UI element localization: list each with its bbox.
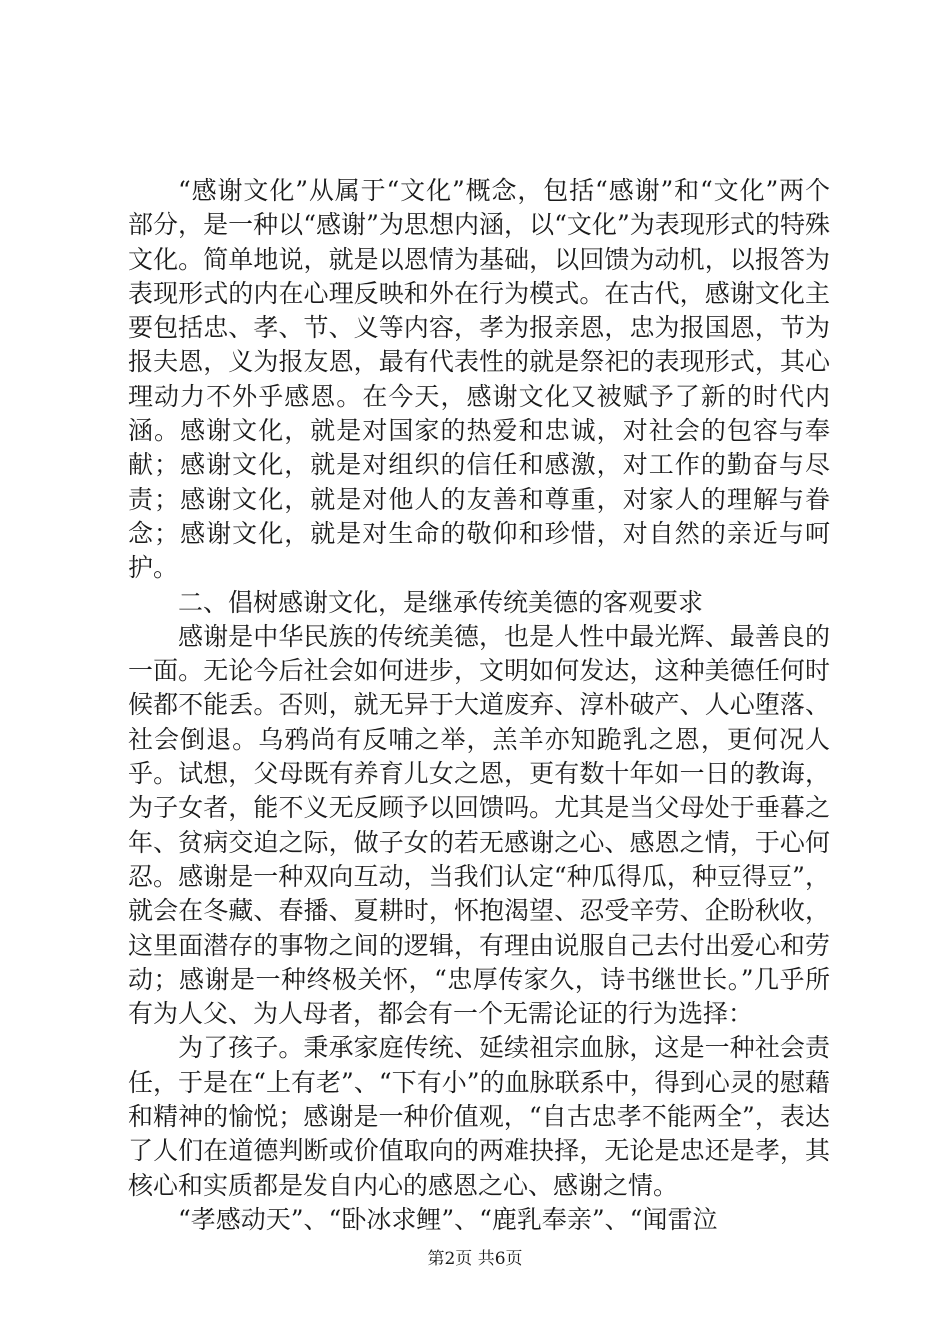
document-body: [128, 174, 830, 1237]
paragraph-traditional-virtue: 感谢是中华民族的传统美德，也是人性中最光辉、最善良的一面。无论今后社会如何进步，文明如何发达，这种美德任何时候都不能丢。否则，就无异于大道废弃、淳朴破产、人心堕落、社会倒退。乌鸦尚有反哺之举，羔羊亦知跪乳之恩，更何况人乎。试想，父母既有养育儿女之恩，更有数十年如一日的教诲，为子女者，能不义无反顾予以回馈吗。尤其是当父母处于垂暮之年、贫病交迫之际，做子女的若无感谢之心、感恩之情，于心何忍。感谢是一种双向互动，当我们认定“种瓜得瓜，种豆得豆”，就会在冬藏、春播、夏耕时，怀抱渴望、忍受辛劳、企盼秋收，这里面潜存的事物之间的逻辑，有理由说服自己去付出爱心和劳动；感谢是一种终极关怀，“忠厚传家久，诗书继世长。”几乎所有为人父、为人母者，都会有一个无需论证的行为选择：: [128, 621, 830, 1029]
paragraph-for-children: 为了孩子。秉承家庭传统、延续祖宗血脉，这是一种社会责任，于是在“上有老”、“下有小”的血脉联系中，得到心灵的慰藉和精神的愉悦；感谢是一种价值观，“自古忠孝不能两全”，表达了人们在道德判断或价值取向的两难抉择，无论是忠还是孝，其核心和实质都是发自内心的感恩之心、感谢之情。: [128, 1033, 830, 1200]
page-footer: 第2页 共6页: [427, 1249, 523, 1269]
paragraph-filial-stories: “孝感动天”、“卧冰求鲤”、“鹿乳奉亲”、“闻雷泣: [178, 1204, 718, 1234]
section-heading-2: 二、倡树感谢文化，是继承传统美德的客观要求: [178, 587, 704, 617]
paragraph-thanks-culture-definition: “感谢文化”从属于“文化”概念，包括“感谢”和“文化”两个部分，是一种以“感谢”为思想内涵，以“文化”为表现形式的特殊文化。简单地说，就是以恩情为基础，以回馈为动机，以报答为表现形式的内在心理反映和外在行为模式。在古代，感谢文化主要包括忠、孝、节、义等内容，孝为报亲恩，忠为报国恩，节为报夫恩，义为报友恩，最有代表性的就是祭祀的表现形式，其心理动力不外乎感恩。在今天，感谢文化又被赋予了新的时代内涵。感谢文化，就是对国家的热爱和忠诚，对社会的包容与奉献；感谢文化，就是对组织的信任和感激，对工作的勤奋与尽责；感谢文化，就是对他人的友善和尊重，对家人的理解与眷念；感谢文化，就是对生命的敬仰和珍惜，对自然的亲近与呵护。: [128, 176, 830, 583]
